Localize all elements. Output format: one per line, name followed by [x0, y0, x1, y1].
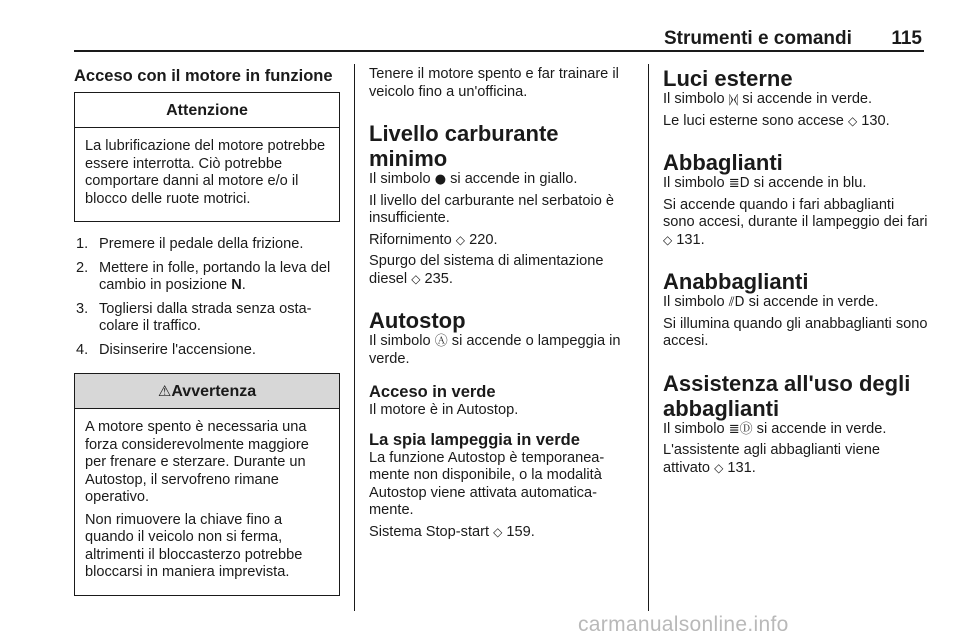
autostop-green-heading: Acceso in verde [369, 383, 496, 401]
list-item: 2. Mettere in folle, portando la leva del cambio in posizione N. [76, 259, 331, 293]
high-beam-heading: Abbaglianti [663, 150, 783, 175]
high-beam-assist-heading: Assistenza all'uso degli abbaglianti [663, 370, 911, 421]
tow-text: Tenere il motore spento e far trainare il veicolo fino a un'officina. [369, 66, 619, 100]
column-1 [74, 66, 340, 596]
list-item: 4. Disinserire l'accensione. [76, 341, 256, 358]
page-ref-icon: ◇ [663, 232, 673, 247]
page-header [74, 26, 924, 52]
low-beam-icon: ⫽D [728, 295, 745, 310]
warning-text-2: Non rimuovere la chiave fino a quando il veicolo non si ferma, altrimenti il bloccasterzo potrebbe bloccarsi in maniera imprevista. [85, 511, 303, 580]
caution-text: La lubrificazione del motore potrebbe essere interrotta. Ciò potrebbe comportare danni al motore e/o il blocco delle ruote motrici. [85, 138, 326, 207]
engine-running-heading: Acceso con il motore in funzione [74, 67, 333, 85]
page-ref-icon: ◇ [847, 113, 858, 128]
column-2: Tenere il motore spento e far trainare il veicolo fino a un'officina. Livello carburante minimo Il simbolo ● si accende in giallo. Il livello del carburante nel serbatoio è insufficiente. Rifornimento ◇ 220. Spurgo del sistema di alimentazione diesel ◇ 235. Autostop Il simbolo Ⓐ si accende o lampeggia in verde. Acceso in verde Il motore è in Autostop. La spia lampeggia in verde La funzione Autostop è temporanea-mente non disponibile, o la modalità Autostop viene attivata automatica-mente. Sistema Stop-start ◇ 159. [369, 66, 634, 545]
warning-box [74, 373, 340, 596]
fuel-warning-icon: ● [434, 172, 447, 187]
exterior-lights-heading: Luci esterne [663, 66, 793, 91]
autostop-heading: Autostop [369, 308, 466, 333]
low-beam-text: Si illumina quando gli anabbaglianti sono accesi. [663, 315, 928, 349]
list-item: 3. Togliersi dalla strada senza osta-colare il traffico. [76, 300, 312, 334]
high-beam-icon: ≣D [728, 176, 750, 191]
autostop-flash-text: La funzione Autostop è temporanea-mente non disponibile, o la modalità Autostop viene attivata automatica-mente. [369, 449, 605, 518]
high-beam-assist-icon: ≣Ⓓ [728, 421, 753, 437]
warning-triangle-icon: ⚠ [157, 382, 172, 400]
list-item: 1. Premere il pedale della frizione. [76, 236, 304, 252]
exterior-lights-icon: ⦊⦉ [728, 92, 739, 107]
caution-title: Attenzione [75, 93, 339, 128]
fuel-heading: Livello carburante minimo [369, 121, 559, 171]
page-ref-icon: ◇ [714, 460, 724, 475]
column-divider-1 [354, 64, 355, 611]
autostop-icon: Ⓐ [434, 334, 448, 349]
warning-text-1: A motore spento è necessaria una forza considerevolmente maggiore per frenare e sterzare. Durante un Autostop, il servofreno rimane operativo. [85, 419, 309, 505]
autostop-green-text: Il motore è in Autostop. [369, 402, 519, 418]
page-ref-icon: ◇ [493, 524, 503, 539]
autostop-flash-heading: La spia lampeggia in verde [369, 430, 580, 449]
caution-box [74, 92, 340, 222]
low-beam-heading: Anabbaglianti [663, 269, 809, 294]
column-divider-2 [648, 64, 649, 611]
fuel-text: Il livello del carburante nel serbatoio è insufficiente. [369, 192, 614, 226]
page-ref-icon: ◇ [411, 271, 421, 286]
steps-list [74, 236, 340, 359]
page-number: 115 [891, 28, 922, 49]
section-title: Strumenti e comandi [664, 28, 852, 49]
page-ref-icon: ◇ [455, 232, 466, 247]
watermark: carmanualsonline.info [578, 613, 789, 636]
warning-title: Avvertenza [171, 383, 257, 400]
column-3: Luci esterne Il simbolo ⦊⦉ si accende in verde. Le luci esterne sono accese ◇ 130. Abbaglianti Il simbolo ≣D si accende in blu. Si accende quando i fari abbaglianti sono accesi, durante il lampeggio dei fari ◇ 131. Anabbaglianti Il simbolo ⫽D si accende in verde. Si illumina quando gli anabbaglianti sono accesi. Assistenza all'uso degli abbaglianti Il simbolo ≣Ⓓ si accende in verde. L'assistente agli abbaglianti viene attivato ◇ 131. [663, 66, 928, 476]
